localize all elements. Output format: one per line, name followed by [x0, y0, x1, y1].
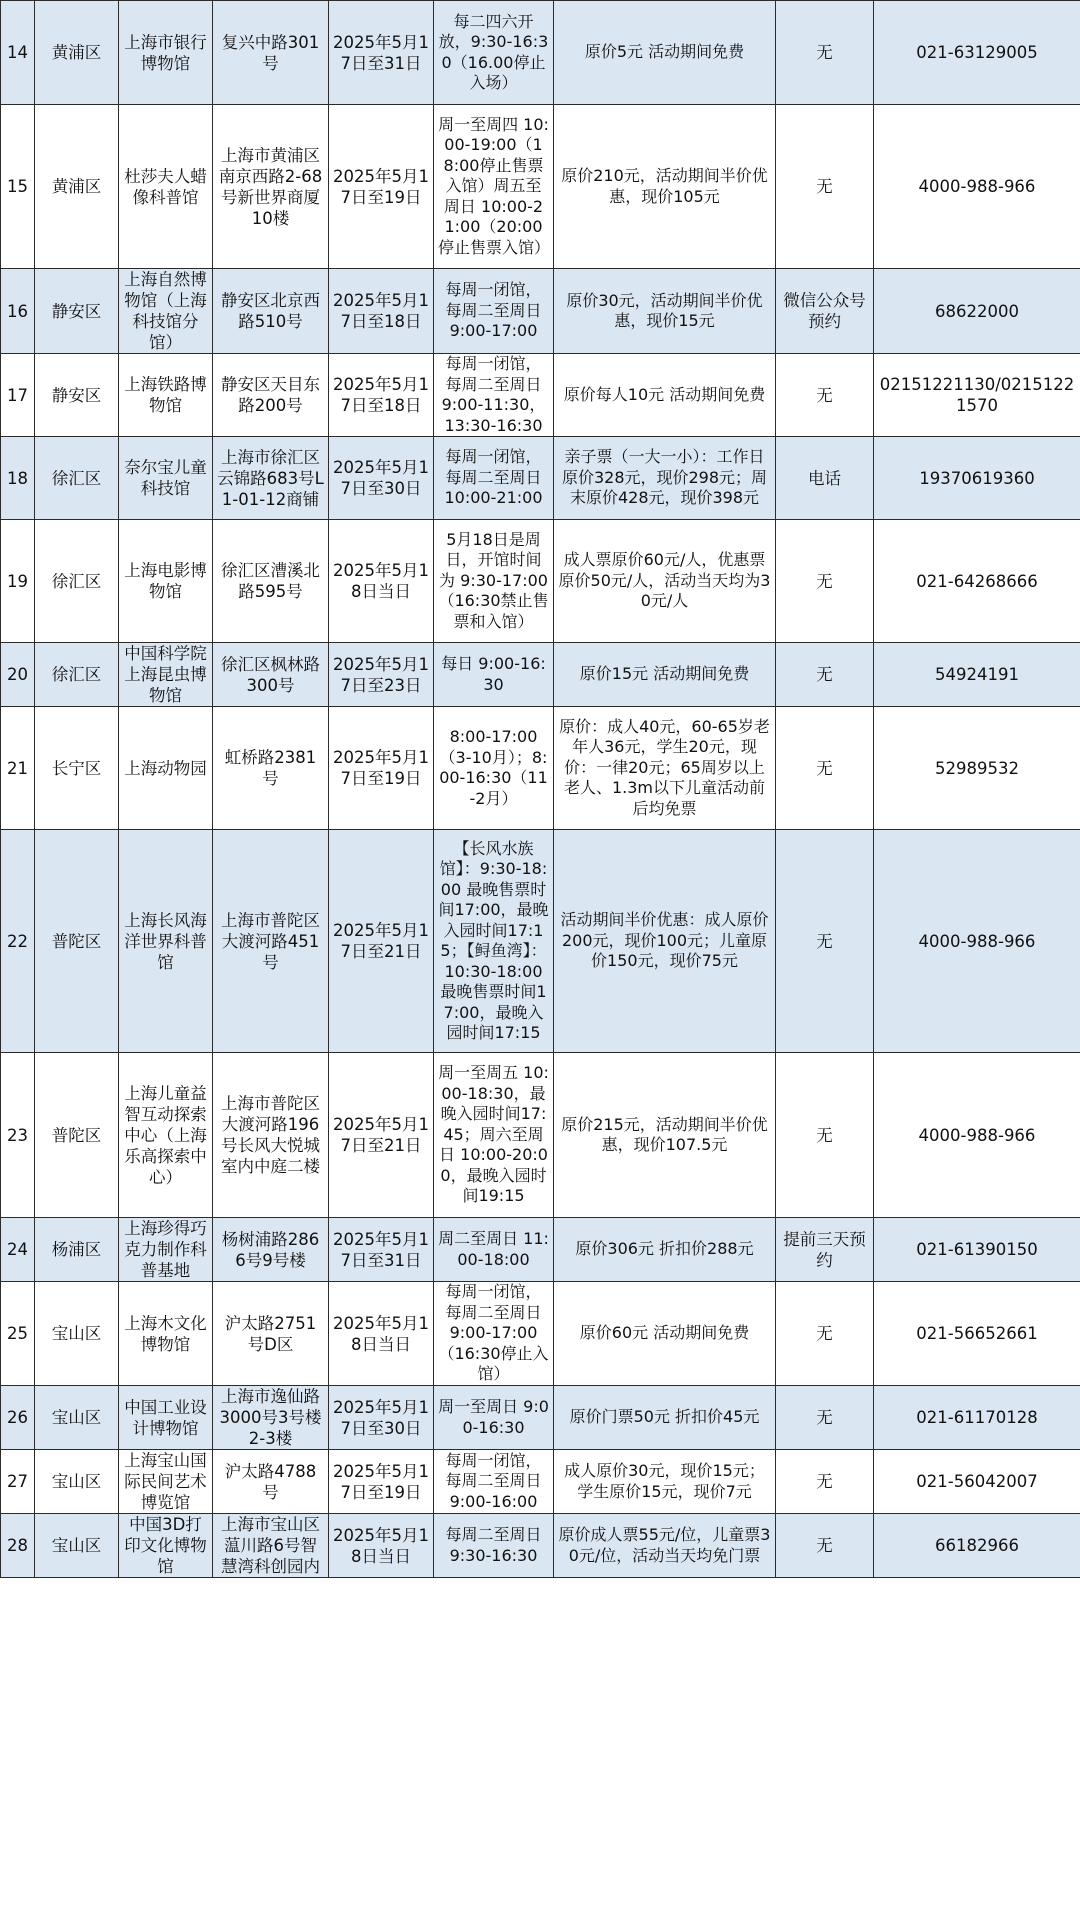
booking-cell: 无: [776, 1053, 874, 1218]
row-number: 28: [1, 1514, 35, 1578]
price-cell: 原价5元 活动期间免费: [554, 1, 776, 105]
district-cell: 普陀区: [35, 830, 119, 1053]
dates-cell: 2025年5月17日至23日: [329, 643, 434, 707]
hours-cell: 每周一闭馆，每周二至周日 10:00-21:00: [434, 437, 554, 520]
district-cell: 徐汇区: [35, 643, 119, 707]
dates-cell: 2025年5月18日当日: [329, 1514, 434, 1578]
venue-name-cell: 上海自然博物馆（上海科技馆分馆）: [119, 269, 213, 354]
booking-cell: 无: [776, 520, 874, 643]
price-cell: 原价门票50元 折扣价45元: [554, 1386, 776, 1450]
phone-cell: 02151221130/02151221570: [874, 354, 1080, 437]
venue-name-cell: 杜莎夫人蜡像科普馆: [119, 105, 213, 269]
hours-cell: 每二四六开放，9:30-16:30（16.00停止入场）: [434, 1, 554, 105]
row-number: 24: [1, 1218, 35, 1282]
booking-cell: 提前三天预约: [776, 1218, 874, 1282]
booking-cell: 无: [776, 643, 874, 707]
hours-cell: 周二至周日 11:00-18:00: [434, 1218, 554, 1282]
booking-cell: 无: [776, 1, 874, 105]
row-number: 14: [1, 1, 35, 105]
price-cell: 原价成人票55元/位，儿童票30元/位，活动当天均免门票: [554, 1514, 776, 1578]
phone-cell: 4000-988-966: [874, 830, 1080, 1053]
booking-cell: 无: [776, 1282, 874, 1386]
venue-name-cell: 上海市银行博物馆: [119, 1, 213, 105]
district-cell: 静安区: [35, 269, 119, 354]
row-number: 27: [1, 1450, 35, 1514]
price-cell: 原价215元，活动期间半价优惠，现价107.5元: [554, 1053, 776, 1218]
address-cell: 上海市逸仙路3000号3号楼2-3楼: [213, 1386, 329, 1450]
address-cell: 徐汇区漕溪北路595号: [213, 520, 329, 643]
price-cell: 原价每人10元 活动期间免费: [554, 354, 776, 437]
table-row: [1, 1514, 1080, 1578]
table-row: [1, 1450, 1080, 1514]
phone-cell: 4000-988-966: [874, 1053, 1080, 1218]
phone-cell: 52989532: [874, 707, 1080, 830]
district-cell: 徐汇区: [35, 437, 119, 520]
venue-name-cell: 中国科学院上海昆虫博物馆: [119, 643, 213, 707]
district-cell: 普陀区: [35, 1053, 119, 1218]
dates-cell: 2025年5月17日至18日: [329, 354, 434, 437]
row-number: 25: [1, 1282, 35, 1386]
dates-cell: 2025年5月18日当日: [329, 1282, 434, 1386]
venue-name-cell: 中国3D打印文化博物馆: [119, 1514, 213, 1578]
dates-cell: 2025年5月18日当日: [329, 520, 434, 643]
hours-cell: 每周一闭馆，每周二至周日 9:00-11:30，13:30-16:30: [434, 354, 554, 437]
row-number: 22: [1, 830, 35, 1053]
phone-cell: 19370619360: [874, 437, 1080, 520]
dates-cell: 2025年5月17日至21日: [329, 830, 434, 1053]
table-row: [1, 105, 1080, 269]
table-row: [1, 1053, 1080, 1218]
phone-cell: 021-64268666: [874, 520, 1080, 643]
booking-cell: 无: [776, 105, 874, 269]
price-cell: 亲子票（一大一小）：工作日原价328元，现价298元；周末原价428元，现价398元: [554, 437, 776, 520]
district-cell: 宝山区: [35, 1282, 119, 1386]
hours-cell: 5月18日是周日，开馆时间为 9:30-17:00（16:30禁止售票和入馆）: [434, 520, 554, 643]
address-cell: 上海市徐汇区云锦路683号L1-01-12商铺: [213, 437, 329, 520]
hours-cell: 每周一闭馆，每周二至周日 9:00-16:00: [434, 1450, 554, 1514]
district-cell: 宝山区: [35, 1386, 119, 1450]
phone-cell: 021-61390150: [874, 1218, 1080, 1282]
dates-cell: 2025年5月17日至19日: [329, 707, 434, 830]
table-row: [1, 1386, 1080, 1450]
price-cell: 成人原价30元，现价15元；学生原价15元，现价7元: [554, 1450, 776, 1514]
phone-cell: 54924191: [874, 643, 1080, 707]
phone-cell: 021-61170128: [874, 1386, 1080, 1450]
address-cell: 杨树浦路2866号9号楼: [213, 1218, 329, 1282]
venue-name-cell: 上海铁路博物馆: [119, 354, 213, 437]
address-cell: 沪太路2751号D区: [213, 1282, 329, 1386]
district-cell: 静安区: [35, 354, 119, 437]
row-number: 16: [1, 269, 35, 354]
district-cell: 黄浦区: [35, 1, 119, 105]
venue-name-cell: 上海电影博物馆: [119, 520, 213, 643]
district-cell: 黄浦区: [35, 105, 119, 269]
venue-name-cell: 奈尔宝儿童科技馆: [119, 437, 213, 520]
venue-name-cell: 上海珍得巧克力制作科普基地: [119, 1218, 213, 1282]
address-cell: 上海市黄浦区南京西路2-68号新世界商厦10楼: [213, 105, 329, 269]
dates-cell: 2025年5月17日至18日: [329, 269, 434, 354]
phone-cell: 4000-988-966: [874, 105, 1080, 269]
district-cell: 宝山区: [35, 1450, 119, 1514]
hours-cell: 【长风水族馆】：9:30-18:00 最晚售票时间17:00，最晚入园时间17:15；【鲟鱼湾】：10:30-18:00 最晚售票时间17:00，最晚入园时间17:15: [434, 830, 554, 1053]
price-cell: 原价60元 活动期间免费: [554, 1282, 776, 1386]
hours-cell: 每周一闭馆，每周二至周日 9:00-17:00（16:30停止入馆）: [434, 1282, 554, 1386]
venue-name-cell: 上海宝山国际民间艺术博览馆: [119, 1450, 213, 1514]
booking-cell: 电话: [776, 437, 874, 520]
dates-cell: 2025年5月17日至30日: [329, 1386, 434, 1450]
dates-cell: 2025年5月17日至19日: [329, 1450, 434, 1514]
booking-cell: 无: [776, 707, 874, 830]
phone-cell: 021-56042007: [874, 1450, 1080, 1514]
address-cell: 静安区北京西路510号: [213, 269, 329, 354]
row-number: 17: [1, 354, 35, 437]
address-cell: 上海市宝山区蕰川路6号智慧湾科创园内: [213, 1514, 329, 1578]
dates-cell: 2025年5月17日至19日: [329, 105, 434, 269]
booking-cell: 无: [776, 830, 874, 1053]
price-cell: 原价210元，活动期间半价优惠，现价105元: [554, 105, 776, 269]
price-cell: 原价30元，活动期间半价优惠，现价15元: [554, 269, 776, 354]
table-row: [1, 830, 1080, 1053]
phone-cell: 021-56652661: [874, 1282, 1080, 1386]
district-cell: 长宁区: [35, 707, 119, 830]
venue-name-cell: 中国工业设计博物馆: [119, 1386, 213, 1450]
dates-cell: 2025年5月17日至30日: [329, 437, 434, 520]
district-cell: 宝山区: [35, 1514, 119, 1578]
row-number: 23: [1, 1053, 35, 1218]
booking-cell: 无: [776, 354, 874, 437]
table-body: [1, 1, 1080, 1578]
address-cell: 复兴中路301号: [213, 1, 329, 105]
table-row: [1, 1, 1080, 105]
dates-cell: 2025年5月17日至31日: [329, 1, 434, 105]
hours-cell: 每周二至周日 9:30-16:30: [434, 1514, 554, 1578]
hours-cell: 8:00-17:00（3-10月）；8:00-16:30（11-2月）: [434, 707, 554, 830]
address-cell: 沪太路4788号: [213, 1450, 329, 1514]
price-cell: 原价306元 折扣价288元: [554, 1218, 776, 1282]
booking-cell: 无: [776, 1450, 874, 1514]
hours-cell: 周一至周四 10:00-19:00（18:00停止售票入馆）周五至周日 10:00-21:00（20:00停止售票入馆）: [434, 105, 554, 269]
price-cell: 原价：成人40元，60-65岁老年人36元，学生20元，现价：一律20元；65周岁以上老人、1.3m以下儿童活动前后均免票: [554, 707, 776, 830]
table-row: [1, 354, 1080, 437]
dates-cell: 2025年5月17日至21日: [329, 1053, 434, 1218]
address-cell: 徐汇区枫林路300号: [213, 643, 329, 707]
table-row: [1, 1218, 1080, 1282]
venue-name-cell: 上海长风海洋世界科普馆: [119, 830, 213, 1053]
table-row: [1, 643, 1080, 707]
phone-cell: 68622000: [874, 269, 1080, 354]
venue-name-cell: 上海儿童益智互动探索中心（上海乐高探索中心）: [119, 1053, 213, 1218]
table-row: [1, 269, 1080, 354]
booking-cell: 无: [776, 1514, 874, 1578]
row-number: 21: [1, 707, 35, 830]
price-cell: 原价15元 活动期间免费: [554, 643, 776, 707]
table-row: [1, 1282, 1080, 1386]
phone-cell: 021-63129005: [874, 1, 1080, 105]
address-cell: 虹桥路2381号: [213, 707, 329, 830]
address-cell: 上海市普陀区大渡河路196号长风大悦城室内中庭二楼: [213, 1053, 329, 1218]
venue-name-cell: 上海木文化博物馆: [119, 1282, 213, 1386]
address-cell: 静安区天目东路200号: [213, 354, 329, 437]
hours-cell: 每周一闭馆，每周二至周日 9:00-17:00: [434, 269, 554, 354]
dates-cell: 2025年5月17日至31日: [329, 1218, 434, 1282]
row-number: 19: [1, 520, 35, 643]
district-cell: 杨浦区: [35, 1218, 119, 1282]
price-cell: 活动期间半价优惠：成人原价200元，现价100元；儿童原价150元，现价75元: [554, 830, 776, 1053]
row-number: 18: [1, 437, 35, 520]
row-number: 15: [1, 105, 35, 269]
table-row: [1, 520, 1080, 643]
hours-cell: 周一至周五 10:00-18:30，最晚入园时间17:45；周六至周日 10:00-20:00，最晚入园时间19:15: [434, 1053, 554, 1218]
phone-cell: 66182966: [874, 1514, 1080, 1578]
hours-cell: 周一至周日 9:00-16:30: [434, 1386, 554, 1450]
address-cell: 上海市普陀区大渡河路451号: [213, 830, 329, 1053]
table-row: [1, 707, 1080, 830]
row-number: 26: [1, 1386, 35, 1450]
booking-cell: 无: [776, 1386, 874, 1450]
row-number: 20: [1, 643, 35, 707]
venue-name-cell: 上海动物园: [119, 707, 213, 830]
booking-cell: 微信公众号预约: [776, 269, 874, 354]
price-cell: 成人票原价60元/人，优惠票原价50元/人，活动当天均为30元/人: [554, 520, 776, 643]
district-cell: 徐汇区: [35, 520, 119, 643]
hours-cell: 每日 9:00-16:30: [434, 643, 554, 707]
table-row: [1, 437, 1080, 520]
